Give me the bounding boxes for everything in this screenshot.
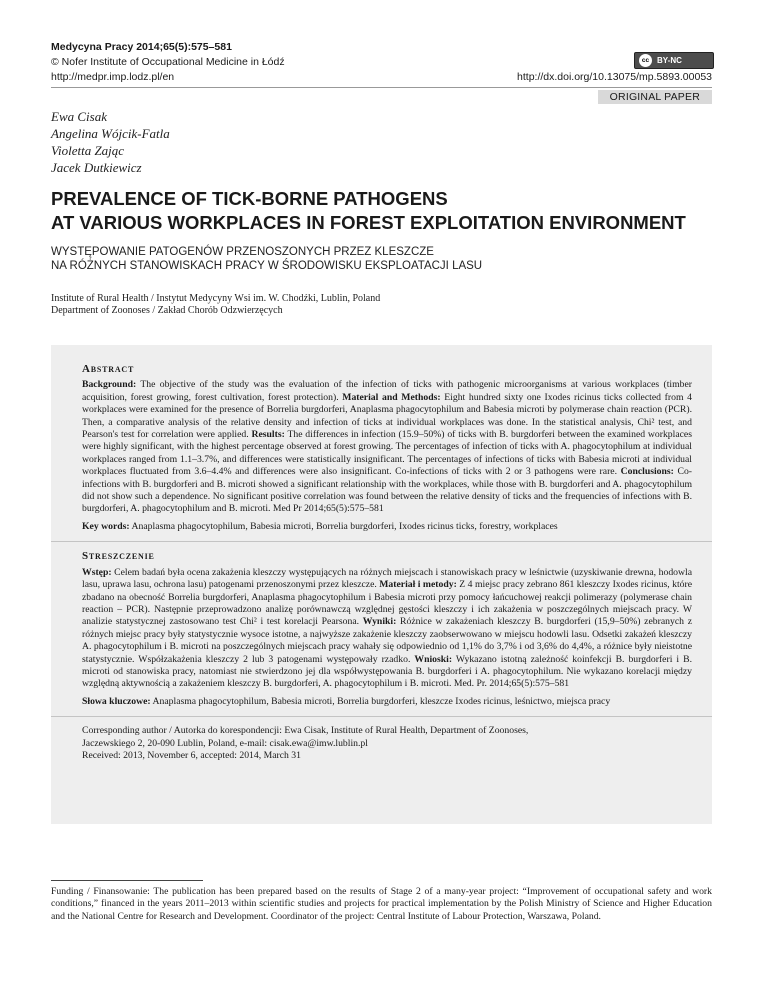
streszczenie-heading: Streszczenie bbox=[82, 550, 155, 563]
abstract-background-label: Background: bbox=[82, 379, 137, 391]
abstract-keywords bbox=[82, 521, 692, 533]
streszczenie-body bbox=[82, 567, 692, 691]
creative-commons-icon: cc bbox=[639, 54, 652, 67]
title-line: AT VARIOUS WORKPLACES IN FOREST EXPLOITATION ENVIRONMENT bbox=[51, 212, 686, 233]
correspondence bbox=[82, 725, 692, 762]
funding-footnote: Funding / Finansowanie: The publication has been prepared based on the results of Stage 2 of a many-year project: “Improvement of occupational safety and work conditions,” financed in the years 2011–2013 within scientific studies and projects for practical implementation by the Polish Ministry of Science and Higher Education and the National Centre for Research and Development. Coordinator of the project: Central Institute of Labour Protection, Warszawa, Poland. bbox=[51, 886, 712, 922]
journal-url[interactable]: http://medpr.imp.lodz.pl/en bbox=[51, 71, 175, 83]
affiliation-line: Department of Zoonoses / Zakład Chorób Odzwierzęcych bbox=[51, 305, 283, 316]
slowa-kluczowe-text: Anaplasma phagocytophilum, Babesia microti, Borrelia burgdorferi, kleszcze Ixodes ricinus, leśnictwo, miejsca pracy bbox=[152, 695, 611, 707]
correspondence-divider bbox=[51, 716, 712, 717]
streszczenie-keywords bbox=[82, 696, 692, 708]
streszczenie-wnioski-text: Wykazano istotną zależność koinfekcji B. burgdorferi i B. microti od stanowiska pracy, natomiast nie stwierdzono jej dla współwystępowania B. burgdorferi i A. phagocytophilum. Nie wykazano korelacji między względną aktywnością a zakażeniem kleszczy B. burgdorferi, A. phagocytophilum i B. microti. Med. Pr. 2014;65(5):575–581 bbox=[82, 653, 692, 690]
section-label: ORIGINAL PAPER bbox=[598, 90, 712, 104]
keywords-label: Key words: bbox=[82, 520, 130, 532]
abstract-background-text: The objective of the study was the evaluation of the infection of ticks with pathogenic microorganisms at various workplaces (timber acquisition, forest growing, forest cultivation, forest protection). bbox=[82, 379, 692, 403]
keywords-text: Anaplasma phagocytophilum, Babesia microti, Borrelia burgdorferi, Ixodes ricinus ticks, forestry, workplaces bbox=[131, 520, 558, 532]
journal-header bbox=[51, 40, 285, 85]
streszczenie-metody-text: Z 4 miejsc pracy zebrano 861 kleszczy Ixodes ricinus, które zbadano na obecność Borrelia burgdorferi, Anaplasma phagocytophilum i Babesia microti przy pomocy łańcuchowej reakcji polimerazy (polymerase chain reaction – PCR). Następnie przeprowadzono analizę porównawczą względnej gęstości kleszczy i ich zakażenia w poszczególnych miejscach pracy. W analizie statystycznej zastosowano test Chi² i test korelacji Pearsona. bbox=[82, 579, 693, 628]
journal-copyright: © Nofer Institute of Occupational Medicine in Łódź bbox=[51, 56, 285, 68]
journal-title: Medycyna Pracy 2014;65(5):575–581 bbox=[51, 41, 232, 53]
streszczenie-wyniki-label: Wyniki: bbox=[362, 616, 397, 628]
abstract-results-label: Results: bbox=[251, 429, 285, 441]
received-accepted-dates: Received: 2013, November 6, accepted: 2014, March 31 bbox=[82, 749, 301, 761]
abstract-box bbox=[51, 345, 712, 824]
license-badge[interactable] bbox=[634, 52, 714, 69]
license-label: BY-NC bbox=[657, 56, 682, 65]
title-line: PREVALENCE OF TICK-BORNE PATHOGENS bbox=[51, 188, 448, 209]
paper-subtitle-polish bbox=[51, 245, 482, 273]
abstract-results-text: The differences in infection (15.9–50%) of ticks with B. burgdorferi between the examined workplaces were highly significant, with the highest percentage observed at forest growing. The percentages of infection of ticks with A. phagocytophilum at individual workplaces ranged from 1.1–3.7%, and differences were statistically insignificant. The percentages of infections of ticks with Babesia microti at individual workplaces fluctuated from 3.6–4.4% and differences were also insignificant. Co-infections of ticks with 2 or 3 pathogens were rare. bbox=[82, 429, 692, 478]
doi-link[interactable]: http://dx.doi.org/10.13075/mp.5893.00053 bbox=[517, 71, 712, 83]
streszczenie-wstep-label: Wstęp: bbox=[82, 566, 112, 578]
affiliation-line: Institute of Rural Health / Instytut Medycyny Wsi im. W. Chodźki, Lublin, Poland bbox=[51, 293, 381, 304]
abstract-heading: Abstract bbox=[82, 363, 135, 375]
subtitle-line: WYSTĘPOWANIE PATOGENÓW PRZENOSZONYCH PRZEZ KLESZCZE bbox=[51, 246, 434, 258]
footnote-rule bbox=[51, 880, 203, 881]
streszczenie-wyniki-text: Różnice w zakażeniach kleszczy B. burgdorferi (15,9–50%) zebranych z różnych miejsc pracy były statystycznie wysoce istotne, a najwyższe zakażenie kleszczy zaobserwowano w miejscu hodowli lasu. Odsetki zakażeń kleszczy A. phagocytophilum i B. microti na poszczególnych miejscach pracy wahały się odpowiednio od 1,1% do 3,7% i od 3,6% do 4,4%, a różnice były nieistotne statystycznie. Współzakażenia kleszczy 2 lub 3 patogenami występowały rzadko. bbox=[82, 616, 692, 665]
subtitle-line: NA RÓŻNYCH STANOWISKACH PRACY W ŚRODOWISKU EKSPLOATACJI LASU bbox=[51, 260, 483, 272]
affiliation bbox=[51, 293, 380, 317]
correspondence-line: Jaczewskiego 2, 20-090 Lublin, Poland, e-mail: cisak.ewa@imw.lublin.pl bbox=[82, 737, 368, 749]
streszczenie-metody-label: Materiał i metody: bbox=[379, 579, 457, 591]
author-name: Ewa Cisak bbox=[51, 109, 107, 124]
abstract-methods-text: Eight hundred sixty one Ixodes ricinus ticks collected from 4 workplaces were examined for the presence of Borrelia burgdorferi, Anaplasma phagocytophilum and Babesia microti by polymerase chain reaction (PCR). Then, a comparative analysis of the relative density and infection of ticks at individual workplaces was done. In the statistical analysis, Chi² test, and Pearson's test for correlation were applied. bbox=[82, 391, 692, 441]
streszczenie-wstep-text: Celem badań była ocena zakażenia kleszczy występujących na różnych miejscach i stanowiskach pracy w leśnictwie (uzyskiwanie drewna, hodowla lasu, uprawa lasu, ochrona lasu) patogenami przenoszonymi przez kleszcze. bbox=[82, 566, 693, 591]
abstract-body bbox=[82, 379, 692, 515]
author-name: Violetta Zając bbox=[51, 143, 125, 158]
author-name: Jacek Dutkiewicz bbox=[51, 160, 142, 175]
header-rule bbox=[51, 87, 712, 88]
author-name: Angelina Wójcik-Fatla bbox=[51, 126, 170, 141]
abstract-divider bbox=[51, 541, 712, 542]
abstract-conclusions-text: Co-infections with B. burgdorferi and B. microti showed a significant relationship with the workplaces, while those with B. burgdorferi and A. phagocytophilum did not show such a dependence. No significant positive correlation was found between the relative density of ticks and the frequencies of infections with B. burgdorferi, A. phagocytophilum and B. microti. Med Pr 2014;65(5):575–581 bbox=[82, 466, 693, 515]
correspondence-line: Corresponding author / Autorka do korespondencji: Ewa Cisak, Institute of Rural Health, Department of Zoonoses, bbox=[82, 725, 529, 737]
authors-list bbox=[51, 108, 170, 176]
streszczenie-wnioski-label: Wnioski: bbox=[414, 653, 453, 665]
slowa-kluczowe-label: Słowa kluczowe: bbox=[82, 695, 151, 707]
abstract-methods-label: Material and Methods: bbox=[342, 391, 441, 403]
paper-title bbox=[51, 187, 686, 235]
abstract-conclusions-label: Conclusions: bbox=[620, 466, 674, 478]
